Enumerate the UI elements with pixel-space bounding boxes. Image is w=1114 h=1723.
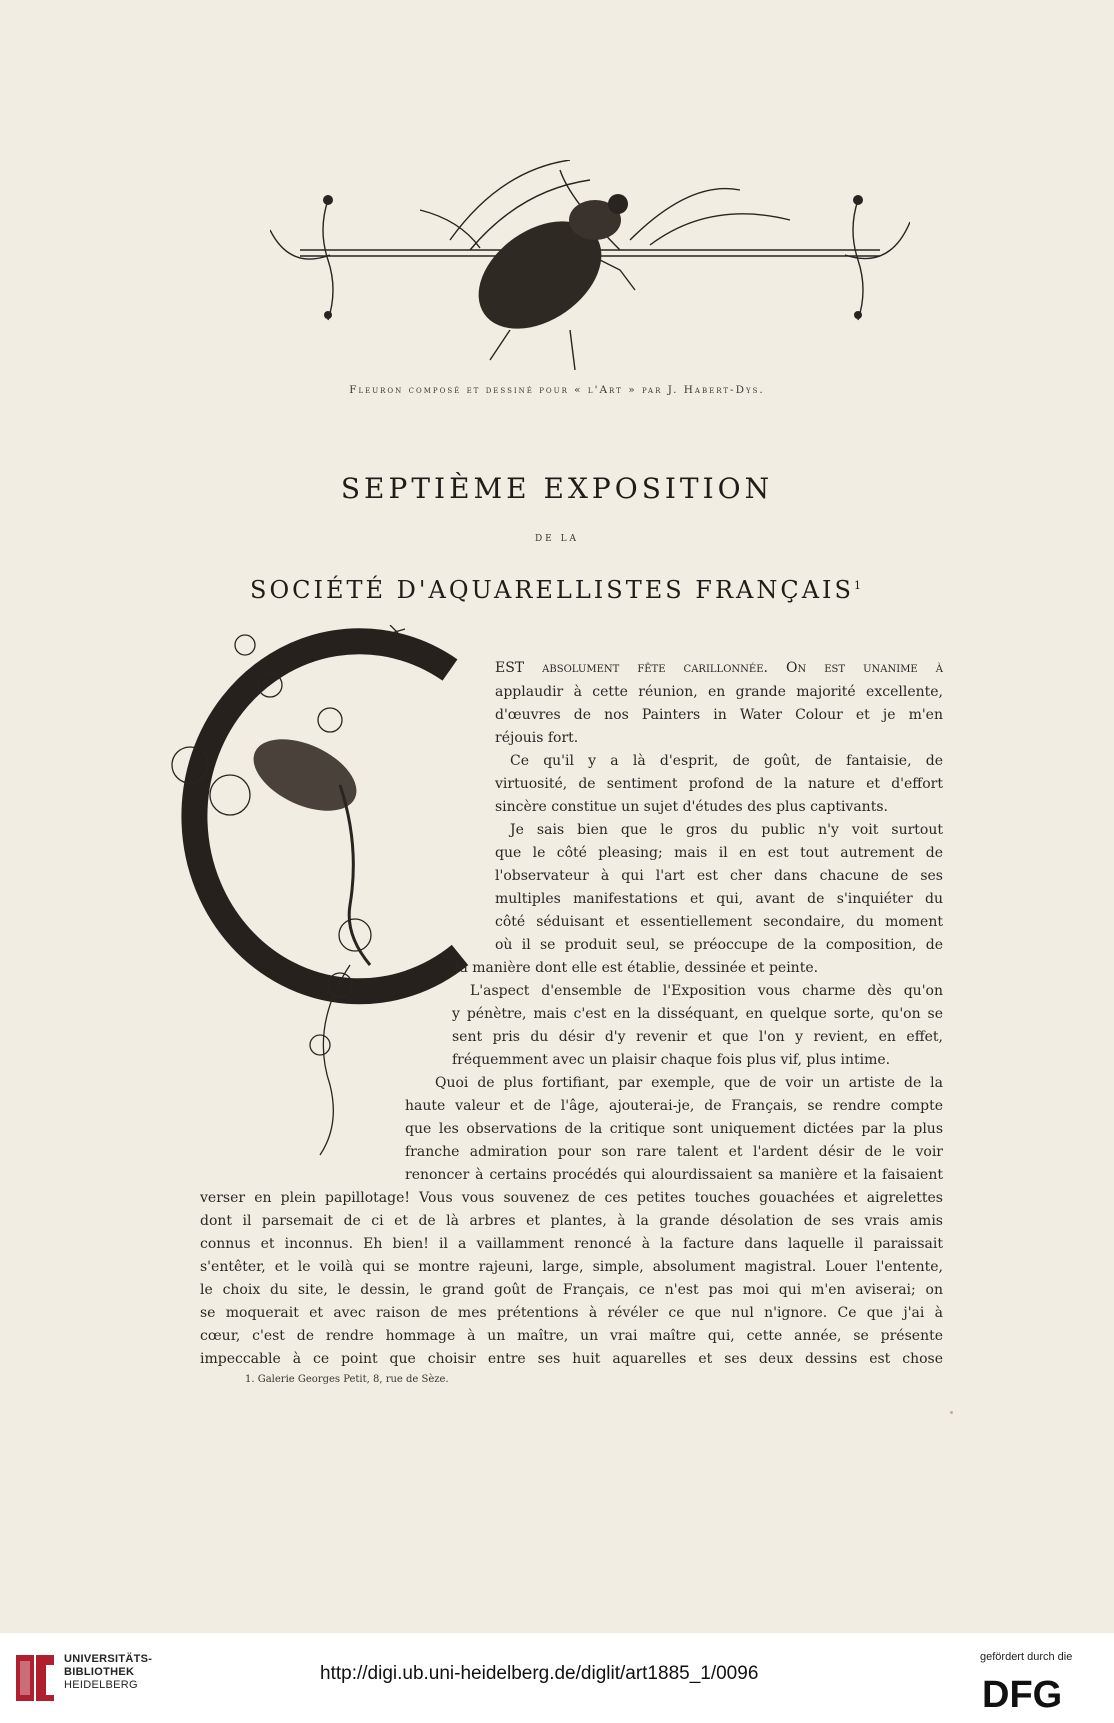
university-logo-icon[interactable] xyxy=(14,1651,58,1705)
text-line xyxy=(495,657,943,679)
article-title: SEPTIÈME EXPOSITION xyxy=(340,472,774,505)
text-line: réjouis fort. xyxy=(495,730,579,746)
text-line: sent pris du désir d'y revenir et que l'on y revient, en effet, xyxy=(452,1029,943,1045)
paper-speck xyxy=(950,1411,953,1414)
dfg-logo-icon[interactable] xyxy=(982,1673,1094,1713)
text-line: franche admiration pour son rare talent et l'ardent désir de le voir xyxy=(405,1144,943,1160)
text-line: où il se produit seul, se préoccupe de la composition, de xyxy=(495,937,943,953)
text-line: connus et inconnus. Eh bien! il a vaillamment renoncé à la facture dans laquelle il paraissait xyxy=(200,1236,943,1252)
permalink-url[interactable]: http://digi.ub.uni-heidelberg.de/diglit/art1885_1/0096 xyxy=(320,1663,759,1684)
viewer-footer xyxy=(0,1633,1114,1723)
uni-name-line3: HEIDELBERG xyxy=(64,1679,138,1691)
text-line: dont il parsemait de ci et de là arbres et plantes, à la grande désolation de ses vrais amis xyxy=(200,1213,943,1229)
text-line: d'œuvres de nos Painters in Water Colour et je m'en xyxy=(495,707,943,723)
fleuron-caption: Fleuron composé et dessiné pour « l'Art » par J. Habert-Dys. xyxy=(349,384,765,396)
title-connector: DE LA xyxy=(534,534,580,544)
beetle-fleuron-icon xyxy=(270,160,910,380)
text-line: multiples manifestations et qui, avant de s'inquiéter du xyxy=(495,891,943,907)
uni-name-line1: UNIVERSITÄTS- xyxy=(64,1653,153,1665)
fleuron-illustration xyxy=(270,160,910,380)
footnote-mark: 1 xyxy=(853,579,864,592)
text-line: impeccable à ce point que choisir entre ses huit aquarelles et ses deux dessins est chose xyxy=(200,1351,943,1367)
text-line: le choix du site, le dessin, le grand goût de Français, ce n'est pas moi qui m'en aviserai; on xyxy=(200,1282,943,1298)
text-line: virtuosité, de sentiment profond de la nature et d'effort xyxy=(495,776,943,792)
text-line: fréquemment avec un plaisir chaque fois plus vif, plus intime. xyxy=(452,1052,891,1068)
text-line: Je sais bien que le gros du public n'y voit surtout xyxy=(510,822,943,838)
text-line: l'observateur à qui l'art est cher dans chacune de ses xyxy=(495,868,943,884)
text-line: la manière dont elle est établie, dessinée et peinte. xyxy=(455,960,819,976)
text-line: y pénètre, mais c'est en la disséquant, en quelque sorte, qu'on se xyxy=(452,1006,943,1022)
article-subtitle xyxy=(0,576,1114,604)
text-line: que les observations de la critique sont uniquement dictées par la plus xyxy=(405,1121,943,1137)
subtitle-text: SOCIÉTÉ D'AQUARELLISTES FRANÇAIS xyxy=(250,576,854,604)
text-line: L'aspect d'ensemble de l'Exposition vous charme dès qu'on xyxy=(470,983,943,999)
text-line: haute valeur et de l'âge, ajouterai-je, de Français, se rendre compte xyxy=(405,1098,943,1114)
text-line: que le côté pleasing; mais il en est tout autrement de xyxy=(495,845,943,861)
text-line: applaudir à cette réunion, en grande majorité excellente, xyxy=(495,684,943,700)
text-line: sincère constitue un sujet d'études des plus captivants. xyxy=(495,799,888,815)
text-line: renoncer à certains procédés qui alourdissaient sa manière et la faisaient xyxy=(405,1167,943,1183)
text-line: Quoi de plus fortifiant, par exemple, que de voir un artiste de la xyxy=(435,1075,943,1091)
university-name[interactable] xyxy=(64,1653,152,1692)
text-line: s'entêter, et le voilà qui se montre rajeuni, large, simple, absolument magistral. Louer l'entente, xyxy=(200,1259,943,1275)
funding-caption: gefördert durch die xyxy=(980,1651,1073,1663)
text-line-content: EST absolument fête carillonnée. On est unanime à xyxy=(495,660,943,676)
text-line: se moquerait et avec raison de mes prétentions à révéler ce que nul n'ignore. Ce que j'ai à xyxy=(200,1305,943,1321)
footnote: 1. Galerie Georges Petit, 8, rue de Sèze. xyxy=(245,1374,449,1385)
text-line: côté séduisant et essentiellement secondaire, du moment xyxy=(495,914,943,930)
text-line: verser en plein papillotage! Vous vous souvenez de ces petites touches gouachées et aigrelettes xyxy=(200,1190,943,1206)
text-line: cœur, c'est de rendre hommage à un maître, un vrai maître qui, cette année, se présente xyxy=(200,1328,943,1344)
text-line: Ce qu'il y a là d'esprit, de goût, de fantaisie, de xyxy=(510,753,943,769)
uni-name-line2: BIBLIOTHEK xyxy=(64,1666,135,1678)
dfg-logo-text: DFG xyxy=(982,1674,1063,1713)
